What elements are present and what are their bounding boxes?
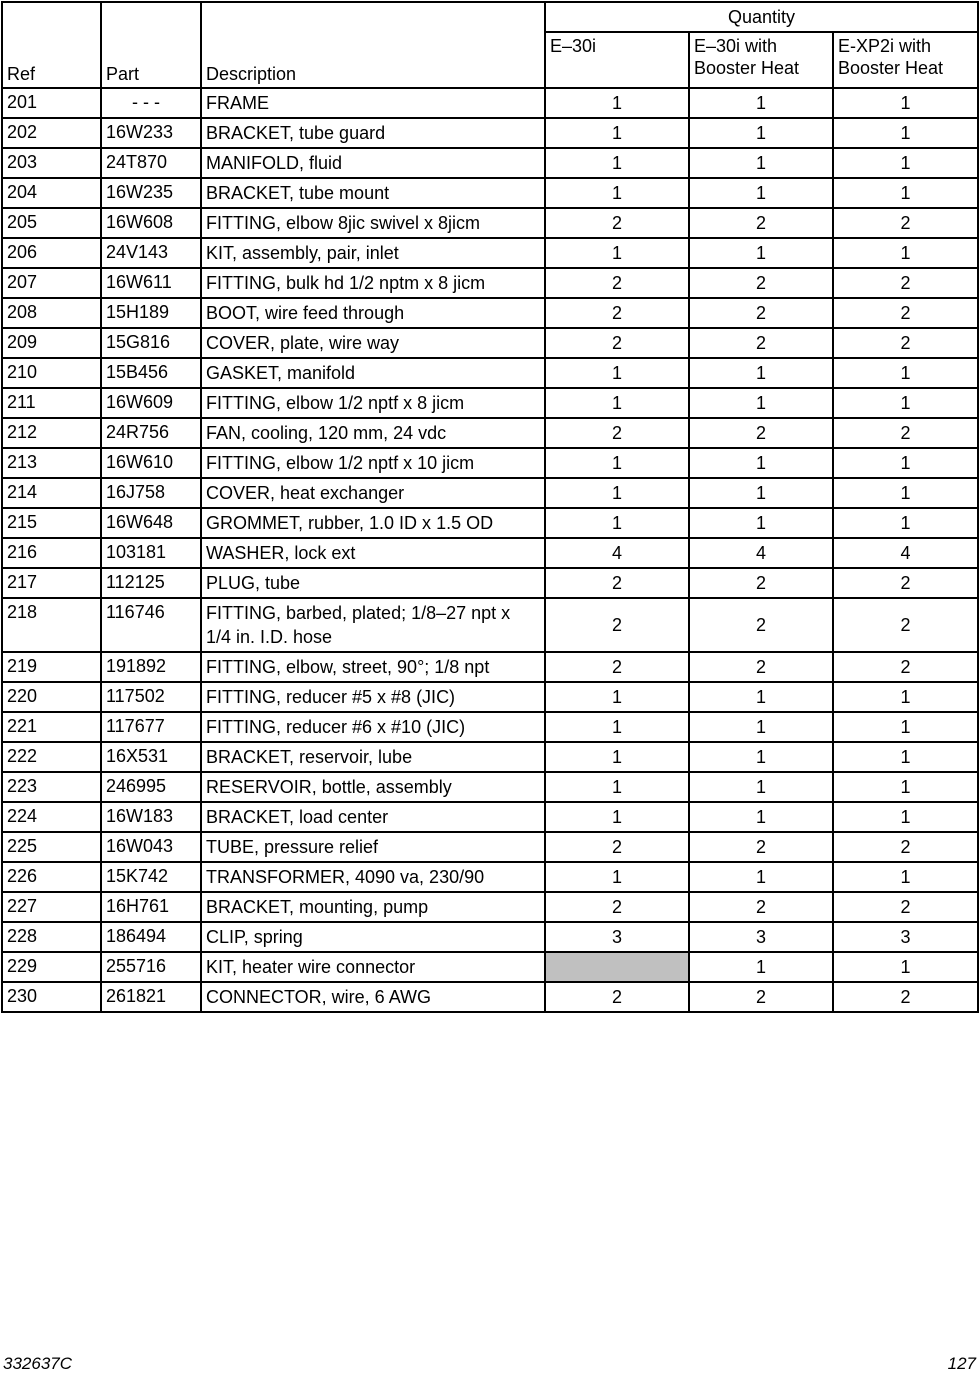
cell-description: BOOT, wire feed through xyxy=(201,298,545,328)
cell-ref: 208 xyxy=(2,298,101,328)
cell-ref: 221 xyxy=(2,712,101,742)
table-row xyxy=(2,148,978,178)
cell-qty-exp2i-booster: 1 xyxy=(833,772,978,802)
cell-qty-exp2i-booster: 1 xyxy=(833,952,978,982)
cell-qty-e30i-booster: 2 xyxy=(689,298,833,328)
cell-part: 116746 xyxy=(101,598,201,652)
table-row xyxy=(2,358,978,388)
cell-description: GASKET, manifold xyxy=(201,358,545,388)
cell-part: 24R756 xyxy=(101,418,201,448)
cell-description: BRACKET, load center xyxy=(201,802,545,832)
page-number: 127 xyxy=(947,1354,976,1373)
header-model-exp2i-booster xyxy=(833,32,978,88)
cell-description: TRANSFORMER, 4090 va, 230/90 xyxy=(201,862,545,892)
cell-qty-e30i: 1 xyxy=(545,478,689,508)
cell-qty-e30i: 1 xyxy=(545,448,689,478)
header-ref: Ref xyxy=(2,2,101,88)
cell-qty-e30i-booster: 2 xyxy=(689,208,833,238)
cell-ref: 211 xyxy=(2,388,101,418)
cell-qty-exp2i-booster: 1 xyxy=(833,358,978,388)
cell-qty-e30i: 2 xyxy=(545,418,689,448)
table-row xyxy=(2,652,978,682)
cell-qty-exp2i-booster: 2 xyxy=(833,832,978,862)
table-row xyxy=(2,88,978,118)
table-row xyxy=(2,298,978,328)
cell-qty-e30i-booster: 2 xyxy=(689,418,833,448)
cell-ref: 228 xyxy=(2,922,101,952)
table-row xyxy=(2,388,978,418)
cell-ref: 209 xyxy=(2,328,101,358)
cell-qty-exp2i-booster: 1 xyxy=(833,508,978,538)
cell-qty-exp2i-booster: 1 xyxy=(833,742,978,772)
cell-part: 16W611 xyxy=(101,268,201,298)
cell-qty-e30i-booster: 1 xyxy=(689,148,833,178)
cell-part: 261821 xyxy=(101,982,201,1012)
cell-qty-exp2i-booster: 1 xyxy=(833,388,978,418)
cell-qty-exp2i-booster: 2 xyxy=(833,268,978,298)
header-model-e30i xyxy=(545,32,689,88)
cell-part: 117502 xyxy=(101,682,201,712)
cell-qty-e30i-booster: 1 xyxy=(689,772,833,802)
cell-qty-e30i-booster: 1 xyxy=(689,862,833,892)
header-part: Part xyxy=(101,2,201,88)
cell-part: 16H761 xyxy=(101,892,201,922)
cell-qty-e30i-booster: 2 xyxy=(689,982,833,1012)
table-row xyxy=(2,538,978,568)
table-row xyxy=(2,598,978,652)
cell-qty-exp2i-booster: 1 xyxy=(833,178,978,208)
cell-description: KIT, heater wire connector xyxy=(201,952,545,982)
cell-part: 15B456 xyxy=(101,358,201,388)
cell-qty-e30i-booster: 1 xyxy=(689,358,833,388)
cell-qty-exp2i-booster: 1 xyxy=(833,148,978,178)
cell-qty-e30i: 1 xyxy=(545,712,689,742)
cell-part: 112125 xyxy=(101,568,201,598)
cell-qty-e30i-booster: 2 xyxy=(689,598,833,652)
cell-qty-e30i-booster: 2 xyxy=(689,568,833,598)
cell-qty-e30i-booster: 2 xyxy=(689,328,833,358)
table-row xyxy=(2,892,978,922)
cell-part: 186494 xyxy=(101,922,201,952)
header-model-e30i-booster-line1: E–30i with xyxy=(694,36,778,56)
cell-qty-e30i: 3 xyxy=(545,922,689,952)
cell-ref: 203 xyxy=(2,148,101,178)
cell-qty-e30i: 2 xyxy=(545,832,689,862)
cell-description: BRACKET, reservoir, lube xyxy=(201,742,545,772)
cell-qty-e30i-booster: 2 xyxy=(689,652,833,682)
cell-ref: 215 xyxy=(2,508,101,538)
cell-ref: 229 xyxy=(2,952,101,982)
cell-qty-e30i: 1 xyxy=(545,148,689,178)
header-row-group xyxy=(2,2,978,32)
table-row xyxy=(2,952,978,982)
cell-qty-e30i-booster: 2 xyxy=(689,892,833,922)
header-model-e30i-booster xyxy=(689,32,833,88)
table-row xyxy=(2,862,978,892)
cell-qty-exp2i-booster: 1 xyxy=(833,862,978,892)
cell-description: BRACKET, mounting, pump xyxy=(201,892,545,922)
cell-description: FITTING, elbow, street, 90°; 1/8 npt xyxy=(201,652,545,682)
table-row xyxy=(2,208,978,238)
cell-ref: 218 xyxy=(2,598,101,652)
cell-part: 16X531 xyxy=(101,742,201,772)
cell-part: 246995 xyxy=(101,772,201,802)
cell-qty-e30i-booster: 1 xyxy=(689,952,833,982)
cell-qty-exp2i-booster: 1 xyxy=(833,88,978,118)
table-row xyxy=(2,418,978,448)
cell-part: 255716 xyxy=(101,952,201,982)
cell-qty-exp2i-booster: 1 xyxy=(833,118,978,148)
cell-part: 24V143 xyxy=(101,238,201,268)
cell-ref: 216 xyxy=(2,538,101,568)
cell-qty-exp2i-booster: 1 xyxy=(833,682,978,712)
cell-description: CONNECTOR, wire, 6 AWG xyxy=(201,982,545,1012)
cell-qty-e30i-booster: 1 xyxy=(689,388,833,418)
cell-description: FAN, cooling, 120 mm, 24 vdc xyxy=(201,418,545,448)
cell-ref: 219 xyxy=(2,652,101,682)
cell-qty-e30i: 1 xyxy=(545,742,689,772)
cell-qty-e30i: 2 xyxy=(545,982,689,1012)
parts-table-body xyxy=(2,88,978,1012)
cell-qty-e30i: 1 xyxy=(545,238,689,268)
table-row xyxy=(2,448,978,478)
cell-qty-exp2i-booster: 1 xyxy=(833,448,978,478)
cell-part: 16W235 xyxy=(101,178,201,208)
cell-qty-e30i xyxy=(545,952,689,982)
cell-ref: 220 xyxy=(2,682,101,712)
cell-qty-e30i-booster: 1 xyxy=(689,742,833,772)
table-row xyxy=(2,568,978,598)
cell-qty-e30i: 1 xyxy=(545,88,689,118)
table-row xyxy=(2,178,978,208)
cell-description: FITTING, elbow 1/2 nptf x 8 jicm xyxy=(201,388,545,418)
cell-qty-exp2i-booster: 2 xyxy=(833,598,978,652)
cell-ref: 217 xyxy=(2,568,101,598)
table-row xyxy=(2,982,978,1012)
header-model-exp2i-booster-line2: Booster Heat xyxy=(838,58,944,78)
cell-ref: 225 xyxy=(2,832,101,862)
cell-description: FITTING, reducer #6 x #10 (JIC) xyxy=(201,712,545,742)
cell-part: 16W608 xyxy=(101,208,201,238)
table-row xyxy=(2,742,978,772)
cell-ref: 227 xyxy=(2,892,101,922)
cell-qty-exp2i-booster: 3 xyxy=(833,922,978,952)
cell-qty-exp2i-booster: 1 xyxy=(833,712,978,742)
cell-qty-e30i: 2 xyxy=(545,298,689,328)
table-row xyxy=(2,328,978,358)
header-model-e30i-label: E–30i xyxy=(550,36,597,56)
cell-part: 16W609 xyxy=(101,388,201,418)
cell-qty-e30i-booster: 3 xyxy=(689,922,833,952)
cell-description: FITTING, elbow 8jic swivel x 8jicm xyxy=(201,208,545,238)
cell-ref: 207 xyxy=(2,268,101,298)
cell-qty-e30i: 2 xyxy=(545,568,689,598)
header-description: Description xyxy=(201,2,545,88)
cell-part: 103181 xyxy=(101,538,201,568)
table-row xyxy=(2,268,978,298)
cell-qty-e30i: 1 xyxy=(545,358,689,388)
cell-qty-e30i: 2 xyxy=(545,208,689,238)
table-row xyxy=(2,238,978,268)
cell-qty-e30i: 1 xyxy=(545,118,689,148)
table-row xyxy=(2,682,978,712)
cell-qty-e30i: 2 xyxy=(545,652,689,682)
cell-qty-e30i: 4 xyxy=(545,538,689,568)
cell-description: BRACKET, tube mount xyxy=(201,178,545,208)
cell-ref: 205 xyxy=(2,208,101,238)
cell-qty-exp2i-booster: 2 xyxy=(833,652,978,682)
cell-description: CLIP, spring xyxy=(201,922,545,952)
cell-part: 117677 xyxy=(101,712,201,742)
cell-part: 24T870 xyxy=(101,148,201,178)
cell-part: - - - xyxy=(101,88,201,118)
cell-qty-e30i: 1 xyxy=(545,388,689,418)
cell-description: KIT, assembly, pair, inlet xyxy=(201,238,545,268)
cell-qty-e30i: 1 xyxy=(545,802,689,832)
table-row xyxy=(2,712,978,742)
cell-qty-exp2i-booster: 1 xyxy=(833,238,978,268)
cell-qty-e30i-booster: 1 xyxy=(689,448,833,478)
cell-qty-e30i: 1 xyxy=(545,682,689,712)
cell-qty-exp2i-booster: 4 xyxy=(833,538,978,568)
cell-ref: 224 xyxy=(2,802,101,832)
cell-qty-exp2i-booster: 1 xyxy=(833,802,978,832)
table-row xyxy=(2,118,978,148)
cell-qty-e30i-booster: 1 xyxy=(689,712,833,742)
cell-qty-exp2i-booster: 2 xyxy=(833,328,978,358)
cell-qty-e30i-booster: 1 xyxy=(689,508,833,538)
cell-ref: 222 xyxy=(2,742,101,772)
cell-qty-e30i-booster: 1 xyxy=(689,478,833,508)
cell-qty-e30i-booster: 1 xyxy=(689,118,833,148)
cell-description: MANIFOLD, fluid xyxy=(201,148,545,178)
cell-qty-e30i: 2 xyxy=(545,328,689,358)
cell-qty-e30i: 1 xyxy=(545,772,689,802)
cell-ref: 204 xyxy=(2,178,101,208)
cell-qty-e30i: 1 xyxy=(545,862,689,892)
cell-qty-e30i-booster: 2 xyxy=(689,268,833,298)
cell-qty-exp2i-booster: 2 xyxy=(833,568,978,598)
cell-qty-exp2i-booster: 2 xyxy=(833,982,978,1012)
cell-qty-e30i-booster: 1 xyxy=(689,682,833,712)
cell-description: PLUG, tube xyxy=(201,568,545,598)
cell-qty-e30i-booster: 4 xyxy=(689,538,833,568)
header-quantity: Quantity xyxy=(545,2,978,32)
cell-description: COVER, plate, wire way xyxy=(201,328,545,358)
cell-qty-e30i-booster: 2 xyxy=(689,832,833,862)
cell-description: GROMMET, rubber, 1.0 ID x 1.5 OD xyxy=(201,508,545,538)
cell-qty-e30i: 2 xyxy=(545,598,689,652)
parts-list-table xyxy=(1,1,979,1013)
cell-qty-exp2i-booster: 2 xyxy=(833,892,978,922)
cell-part: 15G816 xyxy=(101,328,201,358)
cell-description: FITTING, bulk hd 1/2 nptm x 8 jicm xyxy=(201,268,545,298)
cell-part: 15K742 xyxy=(101,862,201,892)
cell-qty-e30i: 2 xyxy=(545,892,689,922)
cell-qty-exp2i-booster: 2 xyxy=(833,298,978,328)
cell-part: 16W043 xyxy=(101,832,201,862)
cell-ref: 214 xyxy=(2,478,101,508)
cell-ref: 202 xyxy=(2,118,101,148)
cell-ref: 226 xyxy=(2,862,101,892)
table-row xyxy=(2,478,978,508)
cell-qty-exp2i-booster: 1 xyxy=(833,478,978,508)
cell-part: 16W648 xyxy=(101,508,201,538)
cell-part: 15H189 xyxy=(101,298,201,328)
cell-qty-e30i: 1 xyxy=(545,508,689,538)
cell-qty-exp2i-booster: 2 xyxy=(833,208,978,238)
header-model-e30i-booster-line2: Booster Heat xyxy=(694,58,800,78)
cell-ref: 201 xyxy=(2,88,101,118)
cell-qty-e30i: 1 xyxy=(545,178,689,208)
cell-ref: 223 xyxy=(2,772,101,802)
cell-part: 191892 xyxy=(101,652,201,682)
cell-qty-e30i-booster: 1 xyxy=(689,802,833,832)
cell-qty-exp2i-booster: 2 xyxy=(833,418,978,448)
cell-part: 16W233 xyxy=(101,118,201,148)
cell-description: FITTING, reducer #5 x #8 (JIC) xyxy=(201,682,545,712)
cell-description: FITTING, elbow 1/2 nptf x 10 jicm xyxy=(201,448,545,478)
cell-description: FRAME xyxy=(201,88,545,118)
cell-qty-e30i-booster: 1 xyxy=(689,238,833,268)
cell-description: WASHER, lock ext xyxy=(201,538,545,568)
cell-description: FITTING, barbed, plated; 1/8–27 npt x 1/4 in. I.D. hose xyxy=(201,598,545,652)
cell-description: BRACKET, tube guard xyxy=(201,118,545,148)
cell-description: COVER, heat exchanger xyxy=(201,478,545,508)
cell-part: 16J758 xyxy=(101,478,201,508)
document-number: 332637C xyxy=(3,1354,73,1373)
table-row xyxy=(2,832,978,862)
cell-qty-e30i: 2 xyxy=(545,268,689,298)
cell-description: TUBE, pressure relief xyxy=(201,832,545,862)
cell-ref: 210 xyxy=(2,358,101,388)
cell-ref: 206 xyxy=(2,238,101,268)
header-model-exp2i-booster-line1: E-XP2i with xyxy=(838,36,932,56)
cell-part: 16W183 xyxy=(101,802,201,832)
cell-qty-e30i-booster: 1 xyxy=(689,178,833,208)
cell-ref: 230 xyxy=(2,982,101,1012)
cell-part: 16W610 xyxy=(101,448,201,478)
table-row xyxy=(2,508,978,538)
table-row xyxy=(2,772,978,802)
cell-ref: 213 xyxy=(2,448,101,478)
table-row xyxy=(2,922,978,952)
cell-ref: 212 xyxy=(2,418,101,448)
table-row xyxy=(2,802,978,832)
cell-qty-e30i-booster: 1 xyxy=(689,88,833,118)
cell-description: RESERVOIR, bottle, assembly xyxy=(201,772,545,802)
